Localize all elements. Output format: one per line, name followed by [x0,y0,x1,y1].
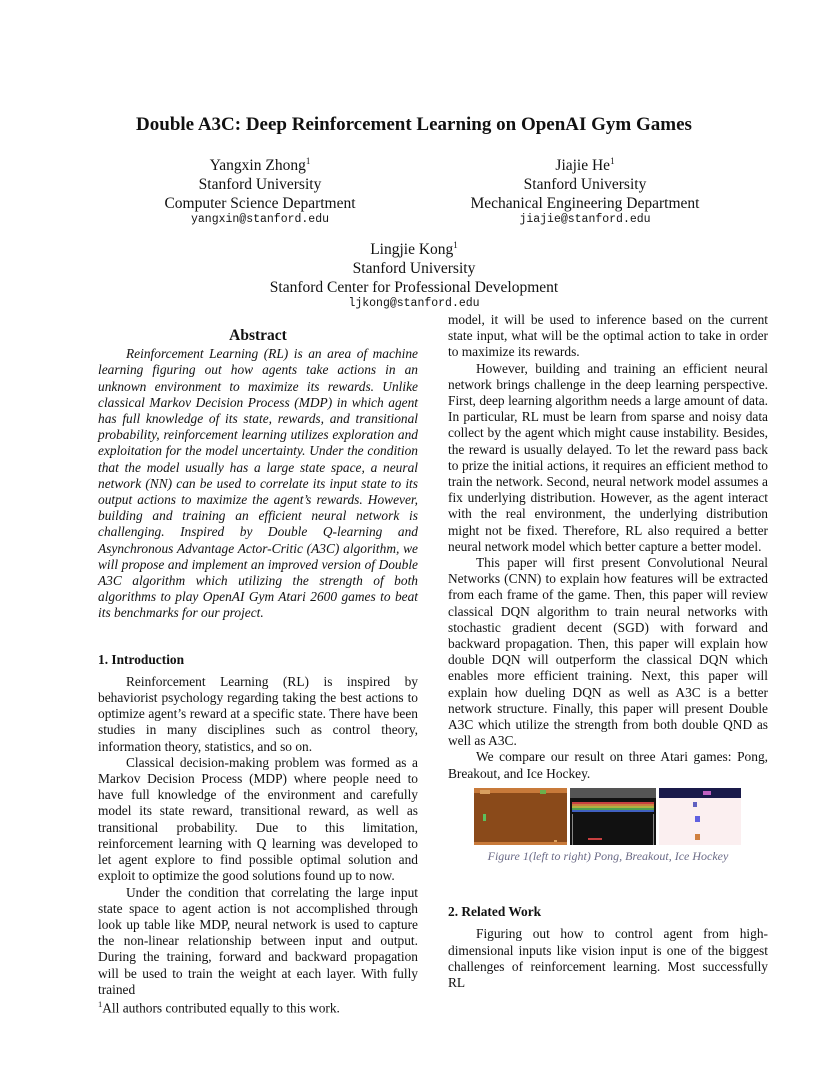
right-column [448,312,768,991]
section-heading-introduction: 1. Introduction [98,651,185,667]
intro-paragraph-2: Classical decision-making problem was formed as a Markov Decision Process (MDP) where people need to have full knowledge of the environment and carefully model its state reward, transitional reward, as well as transitional probability. Due to this limitation, reinforcement learning with Q learning was developed to let agent explore to find possible optimal solution and exploit to optimize the good solutions found up to now. [98,754,418,884]
author-block-3 [214,236,614,311]
left-column [98,328,418,998]
intro-paragraph-1: Reinforcement Learning (RL) is inspired by behaviorist psychology regarding taking the best actions to optimize agent’s reward at a specific state. There have been studies in many disciplines such as control theory, information theory, statistics, and so on. [98,673,418,754]
author-email[interactable]: ljkong@stanford.edu [348,297,480,311]
author-footnote-mark: 1 [305,156,311,166]
figure-1-images [474,788,768,845]
related-work-paragraph: Figuring out how to control agent from high-dimensional inputs like vision input is one of the biggest challenges of reinforcement learning. Most successfully RL [448,926,768,990]
author-email[interactable]: yangxin@stanford.edu [190,213,330,227]
ice-hockey-screenshot [659,788,741,845]
author-department: Stanford Center for Professional Development [269,279,559,297]
abstract-heading: Abstract [229,327,287,344]
section-heading-related-work: 2. Related Work [448,904,542,920]
author-affiliation: Stanford University [523,176,647,194]
footnote-text: All authors contributed equally to this work. [102,1000,340,1016]
author-block-1 [100,152,420,227]
author-department: Computer Science Department [164,195,356,213]
footnote-mark: 1 [98,999,103,1009]
author-affiliation: Stanford University [198,176,322,194]
footnote [98,999,340,1016]
breakout-screenshot [570,788,656,845]
intro-paragraph-5: This paper will first present Convolutional Neural Networks (CNN) to explain how features will be extracted from each frame of the game. Then, this paper will review classical DQN algorithm to train neural networks with stochastic gradient decent (SGD) with forward and backward propagation. Then, this paper will explain how double DQN will outperform the classical DQN which enables more efficient training. Next, this paper will explain how dueling DQN as well as A3C is a better network structure. Finally, this paper will present Double A3C which utilize the strength from both double QND as well as A3C. [448,555,768,749]
abstract-text: Reinforcement Learning (RL) is an area of machine learning figuring out how agents take actions in an unknown environment to maximize its rewards. Unlike classical Markov Decision Process (MDP) in which agent has full knowledge of its state, rewards, and transitional probability, reinforcement learning utilizes exploration and exploitation for the model uncertainty. Under the condition that the model usually has a large state space, a neural network (NN) can be used to correlate its input state to its output actions to maximize the agent’s rewards. However, building and training an efficient neural network is challenging. Inspired by Double Q-learning and Asynchronous Advantage Actor-Critic (A3C) algorithm, we will propose and implement an improved version of Double A3C algorithm which utilizing the strength of both algorithms to play OpenAI Gym Atari 2600 games to beat its benchmarks for our project. [98,346,418,621]
author-footnote-mark: 1 [610,156,615,166]
author-department: Mechanical Engineering Department [470,195,700,213]
author-name: Yangxin Zhong [209,157,306,175]
intro-continuation: model, it will be used to inference based on the current state input, what will be the optimal action to take in order to maximize its rewards. [448,312,768,360]
author-footnote-mark: 1 [453,240,458,250]
figure-1-caption: Figure 1(left to right) Pong, Breakout, Ice Hockey [487,848,729,863]
intro-paragraph-4: However, building and training an efficient neural network brings challenge in the deep learning perspective. First, deep learning algorithm needs a large amount of data. In particular, RL must be learn from sparse and noisy data collect by the agent which might cause instability. Besides, the reward is usually delayed. To let the reward pass back to prize the initial actions, it requires an efficient method to train the network. Second, neural network model assumes a fix underlying distribution. However, as the agent interact with the real environment, the underlying distribution might not be fixed. Therefore, RL also required a better neural network model which better capture a better model. [448,360,768,554]
author-block-2 [430,152,740,227]
intro-paragraph-3: Under the condition that correlating the large input state space to agent action is not accomplished through look up table like MDP, neural network is used to capture the non-linear relationship between input and output. During the training, forward and backward propagation will be used to train the weight at each layer. With fully trained [98,884,418,997]
author-affiliation: Stanford University [352,260,476,278]
author-name: Jiajie He [555,157,611,175]
author-email[interactable]: jiajie@stanford.edu [519,213,651,227]
author-name: Lingjie Kong [370,241,454,259]
pong-screenshot [474,788,567,845]
intro-paragraph-6: We compare our result on three Atari games: Pong, Breakout, and Ice Hockey. [448,749,768,781]
paper-title: Double A3C: Deep Reinforcement Learning on OpenAI Gym Games [136,114,692,135]
